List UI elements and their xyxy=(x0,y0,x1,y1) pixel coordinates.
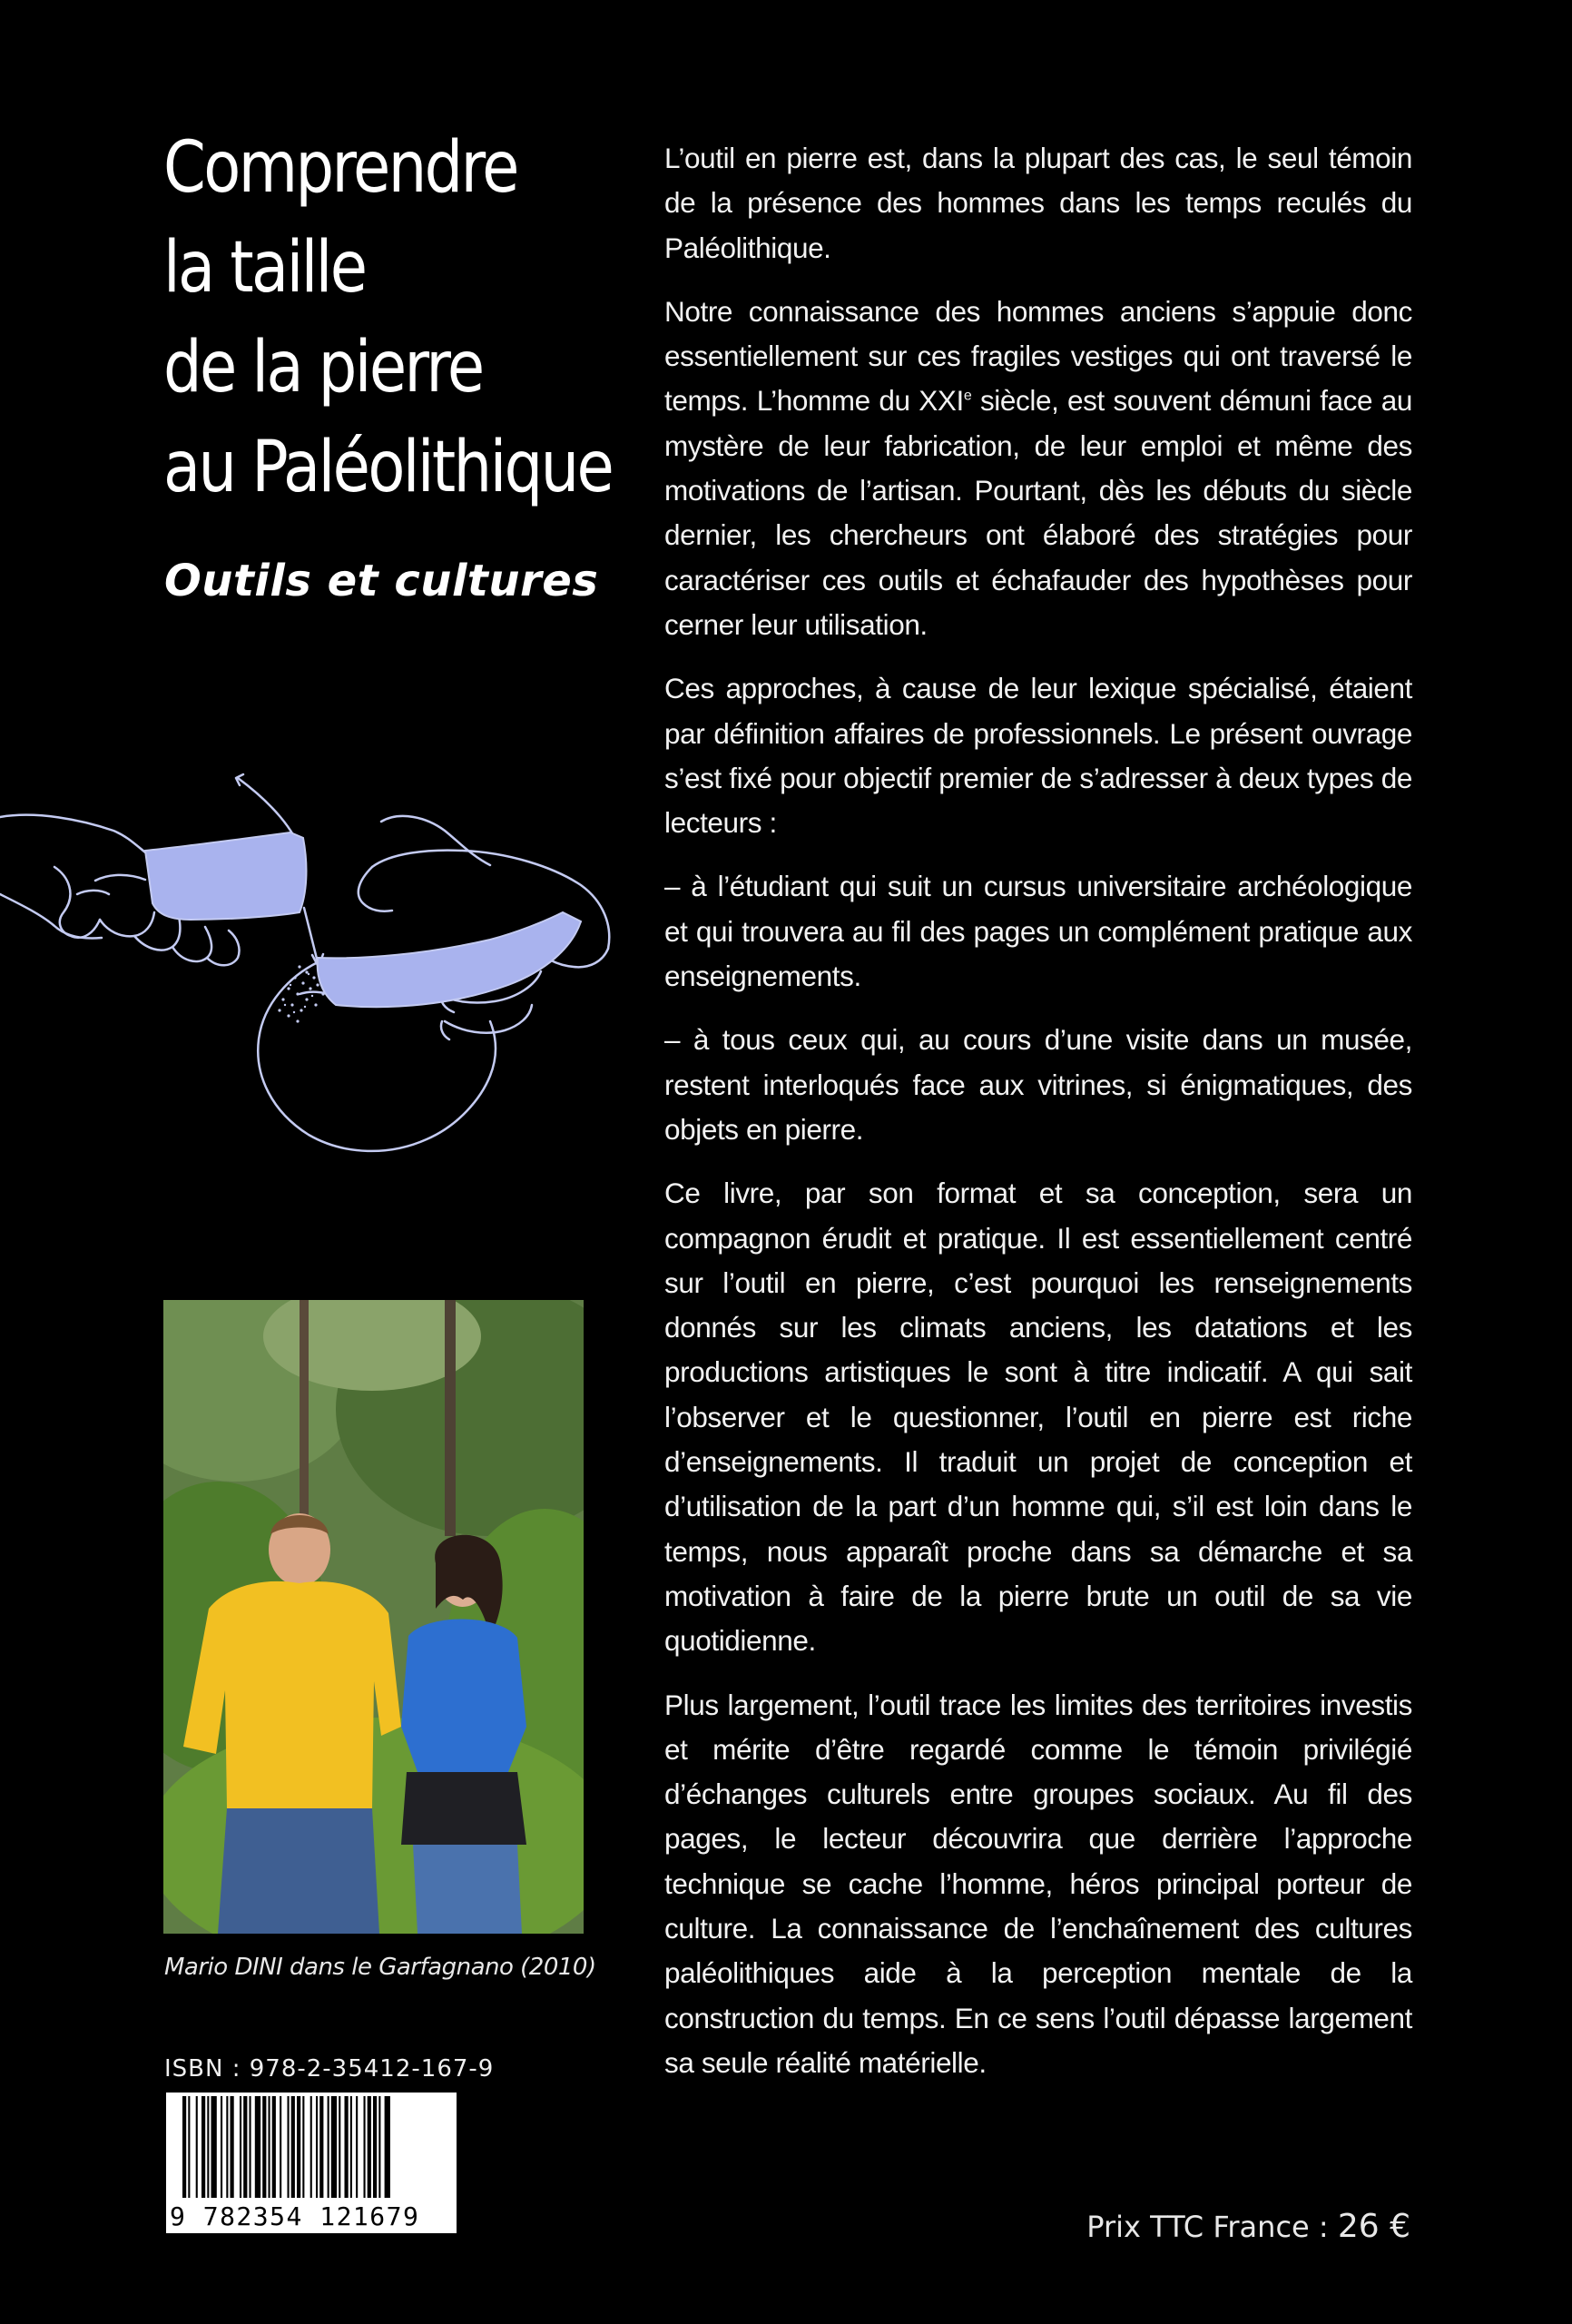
hands-knapping-stone-illustration xyxy=(0,767,626,1157)
barcode-bar xyxy=(272,2096,276,2198)
barcode-bar xyxy=(316,2096,318,2198)
barcode-bar xyxy=(319,2096,323,2198)
barcode-bar xyxy=(291,2096,295,2198)
paragraph-1: L’outil en pierre est, dans la plupart des cas, le seul témoin de la présence des hommes dans les temps reculés du Paléolithique. xyxy=(664,142,1412,264)
isbn-number: ISBN : 978-2-35412-167-9 xyxy=(164,2055,495,2083)
title-line-4: au Paléolithique xyxy=(163,427,613,508)
ean13-barcode xyxy=(166,2093,457,2233)
barcode-bar xyxy=(269,2096,270,2198)
price-amount: 26 € xyxy=(1337,2208,1410,2245)
barcode-bar xyxy=(243,2096,247,2198)
barcode-bar xyxy=(310,2096,312,2198)
book-title xyxy=(163,118,613,517)
barcode-bar xyxy=(297,2096,300,2198)
barcode-bar xyxy=(331,2096,337,2198)
barcode-bar xyxy=(328,2096,329,2198)
photo-caption: Mario DINI dans le Garfagnano (2010) xyxy=(164,1954,596,1981)
barcode-bar xyxy=(231,2096,234,2198)
barcode-bar xyxy=(345,2096,349,2198)
price-label: Prix TTC France : xyxy=(1086,2210,1338,2244)
barcode-bar xyxy=(207,2096,209,2198)
title-line-1: Comprendre xyxy=(163,127,517,209)
barcode-bar xyxy=(339,2096,340,2198)
paragraph-4: – à l’étudiant qui suit un cursus universitaire archéologique et qui trouvera au fil des pages un complément pratique aux enseignements. xyxy=(664,870,1412,993)
barcode-bar xyxy=(201,2096,205,2198)
barcode-bar xyxy=(182,2096,186,2198)
barcode-digits: 9 782354 121679 xyxy=(170,2201,420,2231)
price xyxy=(1086,2208,1410,2245)
paragraph-3: Ces approches, à cause de leur lexique spécialisé, étaient par définition affaires de professionnels. Le présent ouvrage s’est fixé pour objectif premier de s’adresser à deux types de lecteurs : xyxy=(664,672,1412,840)
title-line-3: de la pierre xyxy=(163,327,483,409)
paragraph-2-start: Notre connaissance des hommes anciens s’appuie donc essentiellement sur ces fragiles vestiges qui ont traversé le temps. L’homme du XXI xyxy=(664,294,1412,418)
barcode-bar xyxy=(364,2096,366,2198)
paragraph-7: Plus largement, l’outil trace les limites des territoires investis et mérite d’être regardé comme le témoin privilégié d’échanges culturels entre groupes sociaux. Au fil des pages, le lecteur découvrira que derrière l’approche technique se cache l’homme, héros principal porteur de culture. La connaissance de l’enchaînement des cultures paléolithiques aide à la perception mentale de la construction du temps. En ce sens l’outil dépasse largement sa seule réalité matérielle. xyxy=(664,1688,1412,2079)
paragraph-2-end: siècle, est souvent démuni face au mystère de leur fabrication, de leur emploi et même des motivations de l’artisan. Pourtant, dès les débuts du siècle dernier, les chercheurs ont élaboré des stratégies pour caractériser ces outils et échafauder des hypothèses pour cerner leur utilisation. xyxy=(664,384,1412,641)
barcode-bar xyxy=(385,2096,390,2198)
barcode-bar xyxy=(226,2096,228,2198)
barcode-bar xyxy=(356,2096,358,2198)
title-line-2: la taille xyxy=(163,227,366,309)
couple-in-forest-photo xyxy=(163,1300,584,1934)
paragraph-6: Ce livre, par son format et sa conception, sera un compagnon érudit et pratique. Il est essentiellement centré sur l’outil en pierre, c’est pourquoi les renseignements donnés sur les climats anciens, les datations et les productions artistiques le sont à titre indicatif. A qui sait l’observer et le questionner, l’outil en pierre est riche d’enseignements. Il traduit un projet de conception et d’utilisation de la part d’un homme qui, s’il est loin dans le temps, nous apparaît proche dans sa démarche et sa motivation à faire de la pierre brute un outil de sa vie quotidienne. xyxy=(664,1177,1412,1658)
barcode-bar xyxy=(368,2096,371,2198)
barcode-bar xyxy=(378,2096,380,2198)
barcode-bar xyxy=(288,2096,290,2198)
barcode-bar xyxy=(302,2096,304,2198)
barcode-bar xyxy=(280,2096,281,2198)
paragraph-2 xyxy=(664,290,1412,647)
century-superscript: e xyxy=(963,388,972,404)
back-cover-text xyxy=(664,136,1412,2104)
barcode-bar xyxy=(373,2096,377,2198)
barcode-bar xyxy=(211,2096,217,2198)
barcode-bar xyxy=(196,2096,198,2198)
barcode-bar xyxy=(240,2096,241,2198)
barcode-bar xyxy=(250,2096,251,2198)
barcode-bar xyxy=(262,2096,266,2198)
barcode-bar xyxy=(255,2096,260,2198)
barcode-bar xyxy=(188,2096,190,2198)
barcode-bar xyxy=(350,2096,352,2198)
paragraph-5: – à tous ceux qui, au cours d’une visite dans un musée, restent interloqués face aux vitrines, si énigmatiques, des objets en pierre. xyxy=(664,1023,1412,1146)
book-subtitle: Outils et cultures xyxy=(164,556,599,606)
barcode-bar xyxy=(221,2096,222,2198)
